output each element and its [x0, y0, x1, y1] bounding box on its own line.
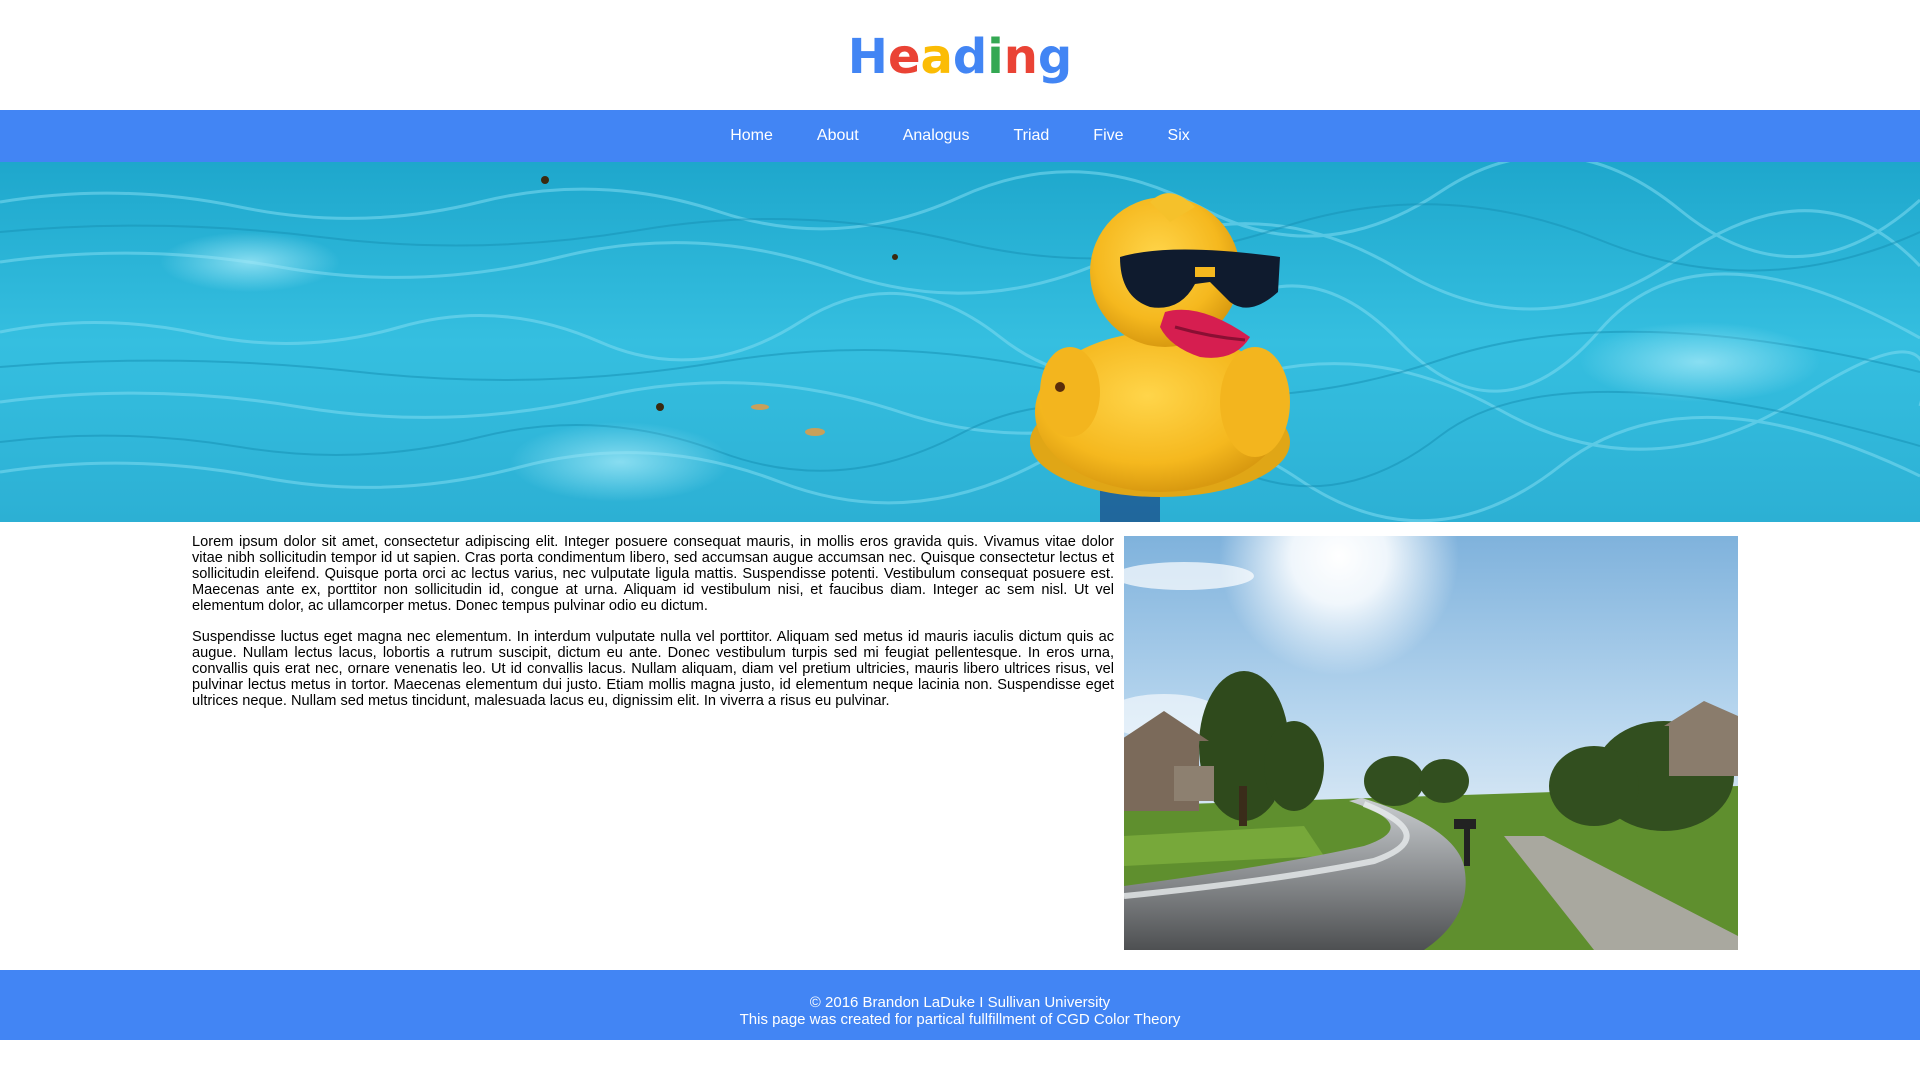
site-title — [0, 27, 1920, 87]
nav-list — [0, 110, 1920, 162]
paragraph-2: Suspendisse luctus eget magna nec elementum. In interdum vulputate nulla vel porttitor. Aliquam sed metus id mauris iaculis dictum quis ac augue. Nullam lectus lacus, lobortis a rutrum suscipit, dictum eu ante. Donec vestibulum turpis sed mi feugiat pellentesque. In eros urna, convallis quis erat nec, ornare venenatis leo. Ut id convallis lacus. Nullam aliquam, diam vel pretium ultricies, mauris libero ultrices risus, vel pulvinar lectus metus in tortor. Maecenas elementum dui justo. Etiam mollis magna justo, id elementum neque lacinia non. Suspendisse eget ultrices neque. Nullam sed metus tincidunt, malesuada lacus eu, dignissim elit. In viverra a risus eu pulvinar. — [192, 629, 1114, 709]
title-letter: i — [987, 29, 1004, 85]
paragraph-1: Lorem ipsum dolor sit amet, consectetur adipiscing elit. Integer posuere consequat mauris, in mollis eros gravida quis. Vivamus vitae dolor vitae nibh sollicitudin tempor id ut sapien. Cras porta condimentum libero, sed accumsan augue accumsan nec. Quisque consectetur lectus et sollicitudin eleifend. Quisque porta orci ac lectus varius, nec vulputate ligula mattis. Suspendisse potenti. Vestibulum consequat posuere est. Maecenas ante ex, porttitor non sollicitudin id, congue at urna. Aliquam id vestibulum nisi, et faucibus diam. Integer ac sem nisl. Ut vel elementum dolor, ac ullamcorper metus. Donec tempus pulvinar odio eu dictum. — [192, 534, 1114, 614]
title-letter: d — [952, 29, 988, 85]
article-text — [192, 534, 1114, 724]
nav-item-triad[interactable]: Triad — [1013, 127, 1050, 144]
nav-item-five[interactable]: Five — [1093, 127, 1124, 144]
title-letter: a — [920, 29, 953, 85]
hero-banner — [0, 162, 1920, 522]
street-photo — [1124, 536, 1738, 950]
title-letter: g — [1037, 29, 1073, 85]
main-nav — [0, 110, 1920, 162]
nav-item-home[interactable]: Home — [730, 127, 773, 144]
footer-credit: This page was created for partical fullfillment of CGD Color Theory — [739, 1011, 1181, 1028]
site-header — [0, 0, 1920, 110]
title-letter: n — [1003, 29, 1038, 85]
hero-duck-pool-image — [0, 162, 1920, 522]
site-footer — [0, 970, 1920, 1040]
suburban-street-image — [1124, 536, 1738, 950]
title-letter: e — [887, 29, 921, 85]
nav-item-analogus[interactable]: Analogus — [902, 127, 970, 144]
nav-item-about[interactable]: About — [816, 127, 859, 144]
footer-copyright: © 2016 Brandon LaDuke I Sullivan University — [809, 994, 1111, 1011]
nav-item-six[interactable]: Six — [1167, 127, 1190, 144]
title-letter: H — [847, 29, 888, 85]
main-content — [0, 522, 1920, 970]
